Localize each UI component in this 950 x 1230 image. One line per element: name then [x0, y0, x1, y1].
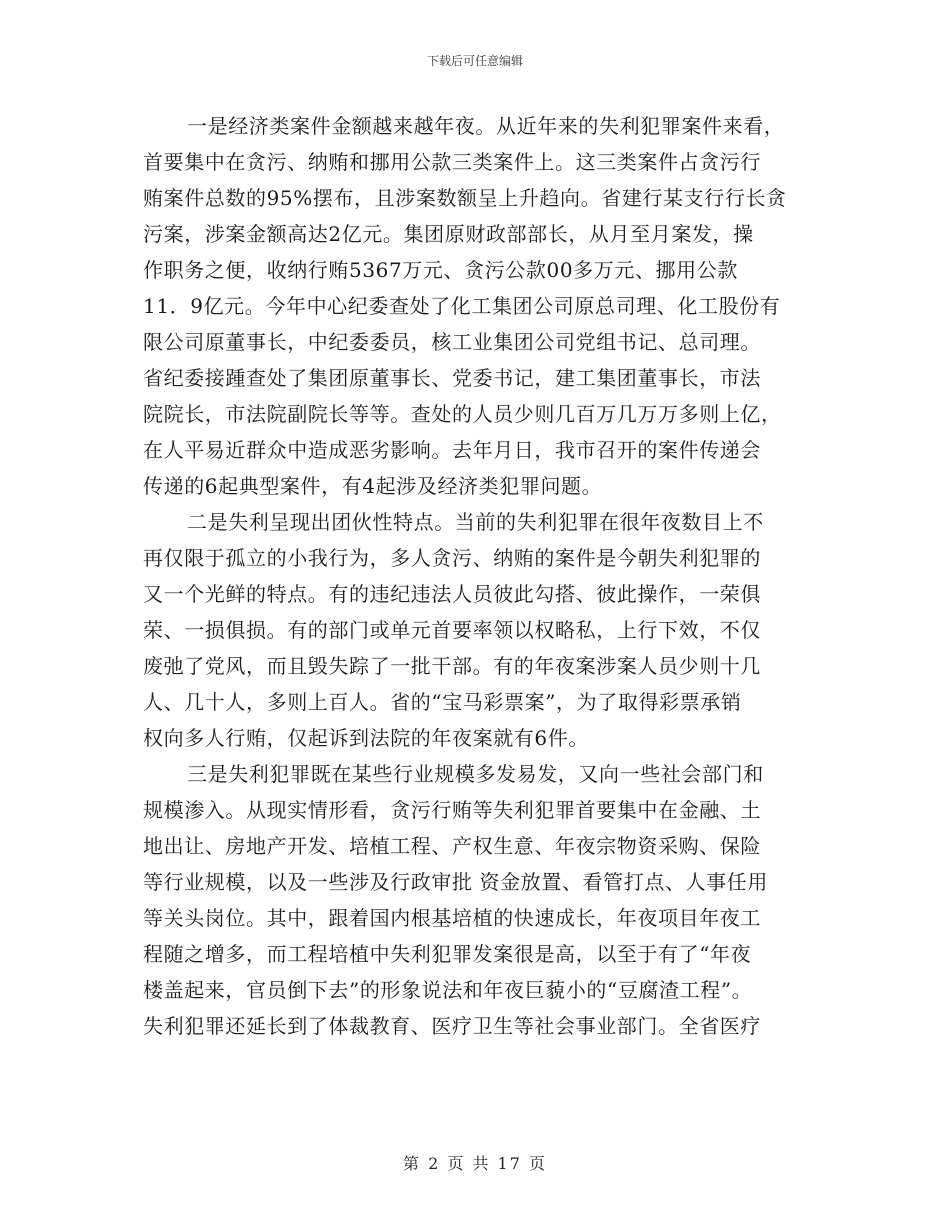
paragraph-industry-spread	[143, 756, 813, 1044]
text-line: 权向多人行贿，仅起诉到法院的年夜案就有6件。	[143, 726, 589, 750]
text-line: 省纪委接踵查处了集团原董事长、党委书记，建工集团董事长，市法	[143, 366, 761, 390]
text-line: 污案，涉案金额高达2亿元。集团原财政部部长，从月至月案发，操	[143, 222, 754, 246]
text-line: 11．9亿元。今年中心纪委查处了化工集团公司原总司理、化工股份有	[143, 294, 781, 318]
text-line: 楼盖起来，官员倒下去”的形象说法和年夜巨藐小的“豆腐渣工程”。	[143, 978, 753, 1002]
text-line: 地出让、房地产开发、培植工程、产权生意、年夜宗物资采购、保险	[143, 834, 761, 858]
text-line: 三是失利犯罪既在某些行业规模多发易发，又向一些社会部门和	[187, 762, 764, 786]
text-line: 人、几十人，多则上百人。省的“宝马彩票案”，为了取得彩票承销	[143, 690, 742, 714]
text-line: 程随之增多，而工程培植中失利犯罪发案很是高，以至于有了“年夜	[143, 942, 752, 966]
text-line: 限公司原董事长，中纪委委员，核工业集团公司党组书记、总司理。	[143, 330, 761, 354]
text-line: 首要集中在贪污、纳贿和挪用公款三类案件上。这三类案件占贪污行	[143, 150, 761, 174]
text-line: 失利犯罪还延长到了体裁教育、医疗卫生等社会事业部门。全省医疗	[143, 1014, 761, 1038]
text-line: 二是失利呈现出团伙性特点。当前的失利犯罪在很年夜数目上不	[187, 510, 764, 534]
page-number-footer: 第 2 页 共 17 页	[403, 1154, 547, 1173]
paragraph-economic-cases	[143, 108, 813, 504]
document-body	[143, 108, 813, 1044]
text-line: 废弛了党风，而且毁失踪了一批干部。有的年夜案涉案人员少则十几	[143, 654, 761, 678]
text-line: 贿案件总数的95%摆布，且涉案数额呈上升趋向。省建行某支行行长贪	[143, 186, 787, 210]
text-line: 等关头岗位。其中，跟着国内根基培植的快速成长，年夜项目年夜工	[143, 906, 761, 930]
text-line: 荣、一损俱损。有的部门或单元首要率领以权略私，上行下效，不仅	[143, 618, 761, 642]
page-header: 下载后可任意编辑	[426, 54, 523, 68]
text-line: 作职务之便，收纳行贿5367万元、贪污公款00多万元、挪用公款	[143, 258, 738, 282]
text-line: 一是经济类案件金额越来越年夜。从近年来的失利犯罪案件来看，	[187, 114, 785, 138]
text-line: 规模渗入。从现实情形看，贪污行贿等失利犯罪首要集中在金融、土	[143, 798, 761, 822]
paragraph-gang-corruption	[143, 504, 813, 756]
text-line: 又一个光鲜的特点。有的违纪违法人员彼此勾搭、彼此操作，一荣俱	[143, 582, 761, 606]
text-line: 在人平易近群众中造成恶劣影响。去年月日，我市召开的案件传递会	[143, 438, 761, 462]
text-line: 院院长，市法院副院长等等。查处的人员少则几百万几万万多则上亿，	[143, 402, 782, 426]
text-line: 传递的6起典型案件，有4起涉及经济类犯罪问题。	[143, 474, 603, 498]
text-line: 再仅限于孤立的小我行为，多人贪污、纳贿的案件是今朝失利犯罪的	[143, 546, 761, 570]
text-line: 等行业规模，以及一些涉及行政审批 资金放置、看管打点、人事任用	[143, 870, 768, 894]
